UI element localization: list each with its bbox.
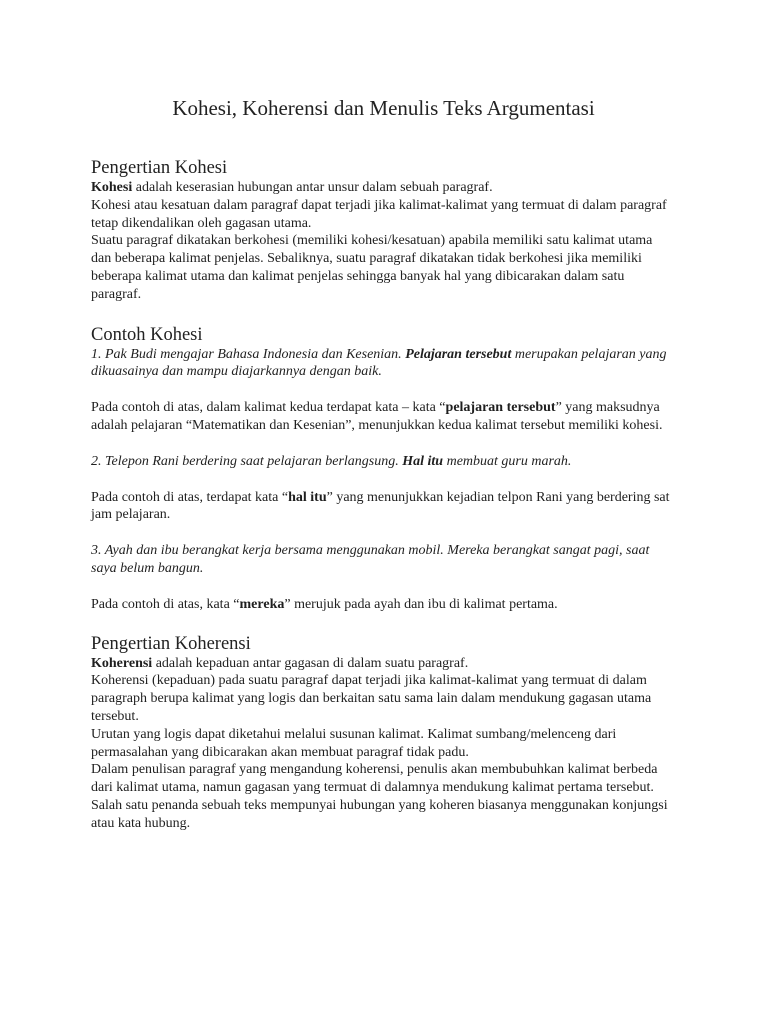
example-1-text-c: merupakan pelajaran yang dikuasainya dan mampu diajarkannya dengan baik. xyxy=(91,346,667,380)
example-1 xyxy=(91,346,676,382)
example-2-text-c: membuat guru marah. xyxy=(443,453,572,469)
explanation-1-text-c: ” yang maksudnya adalah pelajaran “Matematikan dan Kesenian”, menunjukkan kedua kalimat tersebut memiliki kohesi. xyxy=(91,400,663,433)
kohesi-paragraph-2: Kohesi atau kesatuan dalam paragraf dapat terjadi jika kalimat-kalimat yang termuat di dalam paragraf tetap dikendalikan oleh gagasan utama. xyxy=(91,197,667,231)
kohesi-term: Kohesi xyxy=(91,180,133,195)
heading-pengertian-koherensi: Pengertian Koherensi xyxy=(91,633,251,654)
explanation-1-highlight: pelajaran tersebut xyxy=(445,400,556,416)
koherensi-paragraph-2: Koherensi (kepaduan) pada suatu paragraf dapat terjadi jika kalimat-kalimat yang termuat di dalam paragraph berupa kalimat yang logis dan berkaitan satu sama lain dalam mendukung gagasan utama tersebut. xyxy=(91,673,652,724)
heading-pengertian-kohesi: Pengertian Kohesi xyxy=(91,158,228,178)
document-title: Kohesi, Koherensi dan Menulis Teks Argumentasi xyxy=(172,96,595,120)
koherensi-definition-text: adalah kepaduan antar gagasan di dalam suatu paragraf. xyxy=(152,655,469,671)
kohesi-definition-text: adalah keserasian hubungan antar unsur dalam sebuah paragraf. xyxy=(132,180,493,195)
koherensi-paragraph-3: Urutan yang logis dapat diketahui melalui susunan kalimat. Kalimat sumbang/melenceng dari permasalahan yang dibicarakan akan membuat paragraf tidak padu. xyxy=(91,726,617,760)
example-2-highlight: Hal itu xyxy=(402,453,444,469)
explanation-1 xyxy=(91,399,676,435)
explanation-3-text-c: ” merujuk pada ayah dan ibu di kalimat pertama. xyxy=(284,596,558,612)
koherensi-term: Koherensi xyxy=(91,655,153,671)
explanation-2-text-a: Pada contoh di atas, terdapat kata “ xyxy=(91,489,289,505)
koherensi-paragraph-4: Dalam penulisan paragraf yang mengandung koherensi, penulis akan membubuhkan kalimat berbeda dari kalimat utama, namun gagasan yang termuat di dalamnya mendukung kalimat pertama tersebut. xyxy=(91,762,658,796)
section-pengertian-kohesi xyxy=(91,157,676,304)
explanation-2-highlight: hal itu xyxy=(288,489,327,505)
section-contoh-kohesi xyxy=(91,324,676,614)
heading-contoh-kohesi: Contoh Kohesi xyxy=(91,324,203,345)
example-2-text-a: 2. Telepon Rani berdering saat pelajaran berlangsung. xyxy=(91,453,403,469)
kohesi-definition xyxy=(91,179,676,197)
explanation-2-text-c: ” yang menunjukkan kejadian telpon Rani yang berdering sat jam pelajaran. xyxy=(91,489,670,523)
kohesi-paragraph-3: Suatu paragraf dikatakan berkohesi (memiliki kohesi/kesatuan) apabila memiliki satu kalimat utama dan beberapa kalimat penjelas. Sebaliknya, suatu paragraf dikatakan tidak berkohesi jika memiliki beberapa kalimat utama dan kalimat penjelas sehingga banyak hal yang dibicarakan dalam satu paragraf. xyxy=(91,233,653,302)
section-pengertian-koherensi xyxy=(91,633,676,833)
koherensi-definition xyxy=(91,655,676,673)
example-2 xyxy=(91,453,676,471)
example-1-text-a: 1. Pak Budi mengajar Bahasa Indonesia dan Kesenian. xyxy=(91,346,406,362)
explanation-2 xyxy=(91,489,676,525)
explanation-3 xyxy=(91,596,676,614)
example-3: 3. Ayah dan ibu berangkat kerja bersama menggunakan mobil. Mereka berangkat sangat pagi, saat saya belum bangun. xyxy=(91,543,650,576)
koherensi-paragraph-5: Salah satu penanda sebuah teks mempunyai hubungan yang koheren biasanya menggunakan konjungsi atau kata hubung. xyxy=(91,797,668,831)
example-1-highlight: Pelajaran tersebut xyxy=(405,346,512,362)
explanation-1-text-a: Pada contoh di atas, dalam kalimat kedua terdapat kata – kata “ xyxy=(91,400,446,416)
explanation-3-text-a: Pada contoh di atas, kata “ xyxy=(91,596,240,612)
explanation-3-highlight: mereka xyxy=(239,596,285,612)
